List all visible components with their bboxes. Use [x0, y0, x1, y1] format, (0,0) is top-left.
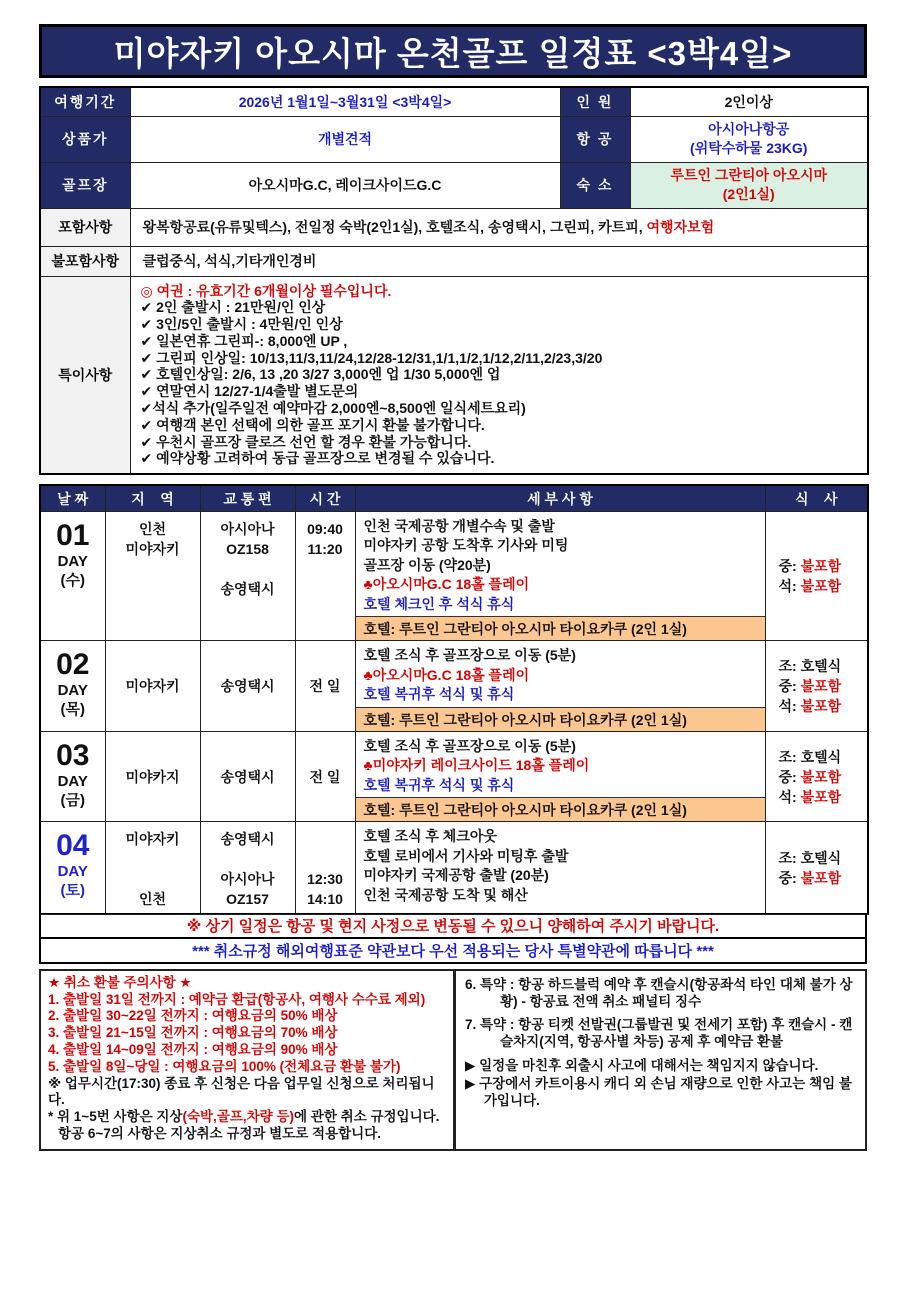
- exclude-value: 클럽중식, 석식,기타개인경비: [130, 246, 868, 276]
- note-line: ✔ 연말연시 12/27-1/4출발 별도문의: [140, 383, 359, 400]
- day3-region: [105, 731, 200, 822]
- footer-terms: [39, 969, 867, 1151]
- clause-6: 6. 특약 : 항공 하드블럭 예약 후 캔슬시(항공좌석 타인 대체 불가 상황) - 항공료 전액 취소 패널티 징수: [465, 976, 853, 1009]
- day2-hotel-bar: 호텔: 루트인 그란티아 아오시마 타이요카쿠 (2인 1실): [356, 707, 765, 731]
- rule-line: 2. 출발일 30~22일 전까지 : 여행요금의 50% 배상: [48, 1008, 338, 1024]
- clause-7: 7. 특약 : 항공 티켓 선발권(그룹발권 및 전세기 포함) 후 캔슬시 - 캔슬차지(지역, 항공사별 차등) 공제 후 예약금 환불: [465, 1017, 853, 1050]
- golfcourse-label: 골프장: [40, 162, 130, 208]
- exclude-label: 불포함사항: [40, 246, 130, 276]
- day3-day-label: DAY: [57, 772, 88, 790]
- transport-line: 아시아나: [220, 871, 275, 888]
- transport-line: [201, 559, 295, 579]
- rule-line: 4. 출발일 14~09일 전까지 : 여행요금의 90% 배상: [48, 1041, 338, 1057]
- detail-line: 호텔 조식 후 골프장으로 이동 (5분): [363, 647, 576, 664]
- meal-line: [779, 576, 868, 596]
- meal-value: 불포함: [800, 768, 842, 785]
- detail-line-golf: ♣미야자키 레이크사이드 18홀 플레이: [363, 757, 590, 774]
- day1-transport: [200, 511, 295, 641]
- day2-weekday: (목): [60, 701, 85, 719]
- transport-line: OZ158: [226, 540, 269, 557]
- detail-line: 인천 국제공항 개별수속 및 출발: [363, 517, 555, 534]
- detail-line: 호텔 로비에서 기사와 미팅후 출발: [363, 847, 569, 864]
- day4-weekday: (토): [60, 882, 85, 900]
- header-time: 시 간: [295, 485, 355, 511]
- include-insurance: 여행자보험: [646, 219, 715, 235]
- schedule-header-row: [40, 485, 868, 511]
- day4-region: [105, 822, 200, 914]
- trip-info-table: [39, 86, 869, 475]
- detail-line-golf: ♣아오시마G.C 18홀 플레이: [363, 576, 530, 593]
- document-title-text: 미야자키 아오시마 온천골프 일정표 <3박4일>: [113, 34, 793, 72]
- meal-label: 중:: [778, 678, 797, 695]
- special-clauses-box: [455, 969, 867, 1151]
- day3-hotel-bar: 호텔: 루트인 그란티아 아오시마 타이요카쿠 (2인 1실): [356, 797, 765, 821]
- airline-baggage: (위탁수하물 23KG): [690, 140, 808, 156]
- meal-line: [779, 767, 868, 787]
- header-transport: 교 통 편: [200, 485, 295, 511]
- transport-line: 송영택시: [220, 831, 275, 848]
- note-line: ✔ 여행객 본인 선택에 의한 골프 포기시 환불 불가합니다.: [140, 416, 485, 433]
- day1-day-label: DAY: [57, 552, 88, 570]
- note-line: ✔ 3인/5인 출발시 : 4만원/인 인상: [140, 316, 343, 333]
- header-meals: 식 사: [765, 485, 868, 511]
- airline-name: 아시아나항공: [708, 121, 790, 137]
- notes-label: 특이사항: [40, 276, 130, 474]
- change-notice: ※ 상기 일정은 항공 및 현지 사정으로 변동될 수 있으니 양해하여 주시기 바랍니다.: [39, 914, 867, 939]
- meal-label: 중:: [778, 558, 797, 575]
- meal-label: 조:: [778, 849, 797, 866]
- day1-number: 01: [56, 518, 90, 552]
- lodging-label: 숙 소: [560, 162, 630, 208]
- airline-label: 항 공: [560, 116, 630, 162]
- day3-time: [295, 731, 355, 822]
- detail-line: 호텔 조식 후 골프장으로 이동 (5분): [363, 737, 576, 754]
- day2-details: [355, 641, 765, 732]
- cancellation-policy-notice: *** 취소규정 해외여행표준 약관보다 우선 적용되는 당사 특별약관에 따릅니다 ***: [39, 939, 867, 964]
- day3-weekday: (금): [60, 791, 85, 809]
- note-line: ✔ 우천시 골프장 클로즈 선언 할 경우 환불 가능합니다.: [140, 433, 472, 450]
- meal-line: [779, 656, 868, 676]
- day3-details: [355, 731, 765, 822]
- rule-line: 5. 출발일 8일~당일 : 여행요금의 100% (전체요금 환불 불가): [48, 1058, 401, 1074]
- day-row-3: [40, 731, 868, 822]
- liability-note-1: ▶ 일정을 마친후 외출시 사고에 대해서는 책임지지 않습니다.: [465, 1057, 819, 1073]
- day2-date: [40, 641, 105, 732]
- golfcourse-value: 아오시마G.C, 레이크사이드G.C: [130, 162, 560, 208]
- note-line: ✔ 호텔인상일: 2/6, 13 ,20 3/27 3,000엔 업 1/30 5,000엔 업: [140, 366, 501, 383]
- transport-line: 송영택시: [220, 678, 275, 695]
- region-line: [106, 849, 200, 869]
- ground-note-red: (숙박,골프,차량 등): [182, 1109, 294, 1125]
- day4-day-label: DAY: [57, 863, 88, 881]
- day3-meals: [765, 731, 868, 822]
- day1-region: [105, 511, 200, 641]
- region-line: 미야자키: [125, 540, 180, 557]
- include-value: [130, 208, 868, 246]
- note-line: ✔ 일본연휴 그린피-: 8,000엔 UP ,: [140, 332, 348, 349]
- day4-meals: [765, 822, 868, 914]
- lodging-hotel-name: 루트인 그란티아 아오시마: [670, 167, 828, 183]
- day4-details: [355, 822, 765, 914]
- office-hours-note: ※ 업무시간(17:30) 종료 후 신청은 다음 업무일 신청으로 처리됩니다.: [48, 1075, 435, 1108]
- include-label: 포함사항: [40, 208, 130, 246]
- meal-value: 호텔식: [800, 849, 842, 866]
- price-value: 개별견적: [130, 116, 560, 162]
- meal-label: 조:: [778, 658, 797, 675]
- include-main: 왕복항공료(유류및텍스), 전일정 숙박(2인1실), 호텔조식, 송영택시, 그린피, 카트피,: [142, 219, 647, 235]
- meal-label: 중:: [778, 869, 797, 886]
- region-line: [106, 869, 200, 889]
- note-line: ✔석식 추가(일주일전 예약마감 2,000엔~8,500엔 일식세트요리): [140, 400, 526, 417]
- detail-line: 미야자키 공항 도착후 기사와 미팅: [363, 537, 569, 554]
- time-line: 14:10: [307, 891, 343, 908]
- meal-label: 석:: [778, 698, 797, 715]
- note-line: ✔ 그린피 인상일: 10/13,11/3,11/24,12/28-12/31,1/1,1/2,1/12,2/11,2/23,3/20: [140, 349, 603, 366]
- airline-value: [630, 116, 868, 162]
- cancellation-rules-box: [39, 969, 455, 1151]
- meal-label: 조:: [778, 748, 797, 765]
- people-label: 인 원: [560, 87, 630, 116]
- meal-value: 불포함: [800, 788, 842, 805]
- note-passport: ◎ 여권 : 유효기간 6개월이상 필수입니다.: [140, 282, 392, 299]
- detail-line-hotel-rest: 호텔 복귀후 석식 및 휴식: [363, 686, 515, 703]
- day-row-2: [40, 641, 868, 732]
- time-line: 11:20: [307, 540, 343, 557]
- meal-value: 불포함: [800, 678, 842, 695]
- meal-label: 석:: [778, 788, 797, 805]
- region-line: 인천: [138, 520, 167, 537]
- meal-line: [779, 696, 868, 716]
- day2-transport: [200, 641, 295, 732]
- day1-weekday: (수): [60, 571, 85, 589]
- meal-line: [779, 848, 868, 868]
- day3-transport: [200, 731, 295, 822]
- transport-line: 송영택시: [220, 768, 275, 785]
- day2-number: 02: [56, 648, 90, 682]
- time-line: [296, 829, 355, 849]
- detail-line: 인천 국제공항 도착 및 해산: [363, 886, 528, 903]
- time-line: [296, 849, 355, 869]
- meal-label: 중:: [778, 768, 797, 785]
- period-label: 여행기간: [40, 87, 130, 116]
- transport-line: [201, 849, 295, 869]
- meal-label: 석:: [778, 578, 797, 595]
- air-cancellation-note: 항공 6~7의 사항은 지상취소 규정과 별도로 적용합니다.: [58, 1125, 382, 1141]
- meal-line: [779, 747, 868, 767]
- day3-date: [40, 731, 105, 822]
- day2-time: [295, 641, 355, 732]
- meal-line: [779, 676, 868, 696]
- header-details: 세 부 사 항: [355, 485, 765, 511]
- region-line: 인천: [138, 891, 167, 908]
- day2-day-label: DAY: [57, 682, 88, 700]
- rule-line: 1. 출발일 31일 전까지 : 예약금 환급(항공사, 여행사 수수료 제외): [48, 991, 426, 1007]
- region-line: 미야카지: [125, 768, 180, 785]
- notes-list: [130, 276, 868, 474]
- liability-note-2: ▶ 구장에서 카트이용시 캐디 외 손님 재량으로 인한 사고는 책임 불가입니다.: [465, 1075, 852, 1108]
- cancellation-rules-title: ★ 취소 환불 주의사항 ★: [48, 974, 192, 990]
- period-value: 2026년 1월1일~3월31일 <3박4일>: [130, 87, 560, 116]
- day4-date: [40, 822, 105, 914]
- day1-details: [355, 511, 765, 641]
- ground-cancellation-note: [48, 1109, 447, 1126]
- transport-line: 송영택시: [220, 580, 275, 597]
- lodging-value: [630, 162, 868, 208]
- meal-line: [779, 556, 868, 576]
- day4-time: [295, 822, 355, 914]
- day-row-1: [40, 511, 868, 641]
- time-line: 12:30: [307, 871, 343, 888]
- day3-number: 03: [56, 738, 90, 772]
- itinerary-document: [39, 24, 867, 1151]
- detail-line-hotel-rest: 호텔 복귀후 석식 및 휴식: [363, 776, 515, 793]
- transport-line: 아시아나: [220, 520, 275, 537]
- day1-date: [40, 511, 105, 641]
- ground-note-post: 에 관한 취소 규정입니다.: [293, 1109, 440, 1125]
- meal-line: [779, 787, 868, 807]
- schedule-table: [39, 484, 869, 915]
- lodging-room-type: (2인1실): [722, 186, 775, 202]
- region-line: 미야자키: [125, 831, 180, 848]
- day2-region: [105, 641, 200, 732]
- rule-line: 3. 출발일 21~15일 전까지 : 여행요금의 70% 배상: [48, 1025, 338, 1041]
- time-line: 전 일: [309, 768, 341, 785]
- day2-meals: [765, 641, 868, 732]
- day1-meals: [765, 511, 868, 641]
- price-label: 상품가: [40, 116, 130, 162]
- document-title: [39, 24, 867, 78]
- meal-value: 불포함: [800, 698, 842, 715]
- meal-value: 호텔식: [800, 748, 842, 765]
- region-line: 미야자키: [125, 678, 180, 695]
- detail-line: 호텔 조식 후 체크아웃: [363, 828, 497, 845]
- day1-hotel-bar: 호텔: 루트인 그란티아 아오시마 타이요카쿠 (2인 1실): [356, 616, 765, 640]
- ground-note-pre: * 위 1~5번 사항은 지상: [48, 1109, 183, 1125]
- note-line: ✔ 예약상황 고려하여 동급 골프장으로 변경될 수 있습니다.: [140, 450, 495, 467]
- time-line: 전 일: [309, 678, 341, 695]
- day4-transport: [200, 822, 295, 914]
- people-value: 2인이상: [630, 87, 868, 116]
- detail-line-golf: ♣아오시마G.C 18홀 플레이: [363, 666, 530, 683]
- day4-number: 04: [56, 829, 90, 863]
- meal-value: 불포함: [800, 578, 842, 595]
- header-region: 지 역: [105, 485, 200, 511]
- detail-line: 골프장 이동 (약20분): [363, 556, 491, 573]
- header-date: 날 짜: [40, 485, 105, 511]
- transport-line: OZ157: [226, 891, 269, 908]
- detail-line-hotel-rest: 호텔 체크인 후 석식 휴식: [363, 595, 515, 612]
- meal-line: [779, 868, 868, 888]
- note-line: ✔ 2인 출발시 : 21만원/인 인상: [140, 299, 326, 316]
- meal-value: 불포함: [800, 558, 842, 575]
- detail-line: 미야자키 국제공항 출발 (20분): [363, 867, 549, 884]
- meal-value: 호텔식: [800, 658, 842, 675]
- day1-time: [295, 511, 355, 641]
- time-line: 09:40: [307, 520, 343, 537]
- day-row-4: [40, 822, 868, 914]
- meal-value: 불포함: [800, 869, 842, 886]
